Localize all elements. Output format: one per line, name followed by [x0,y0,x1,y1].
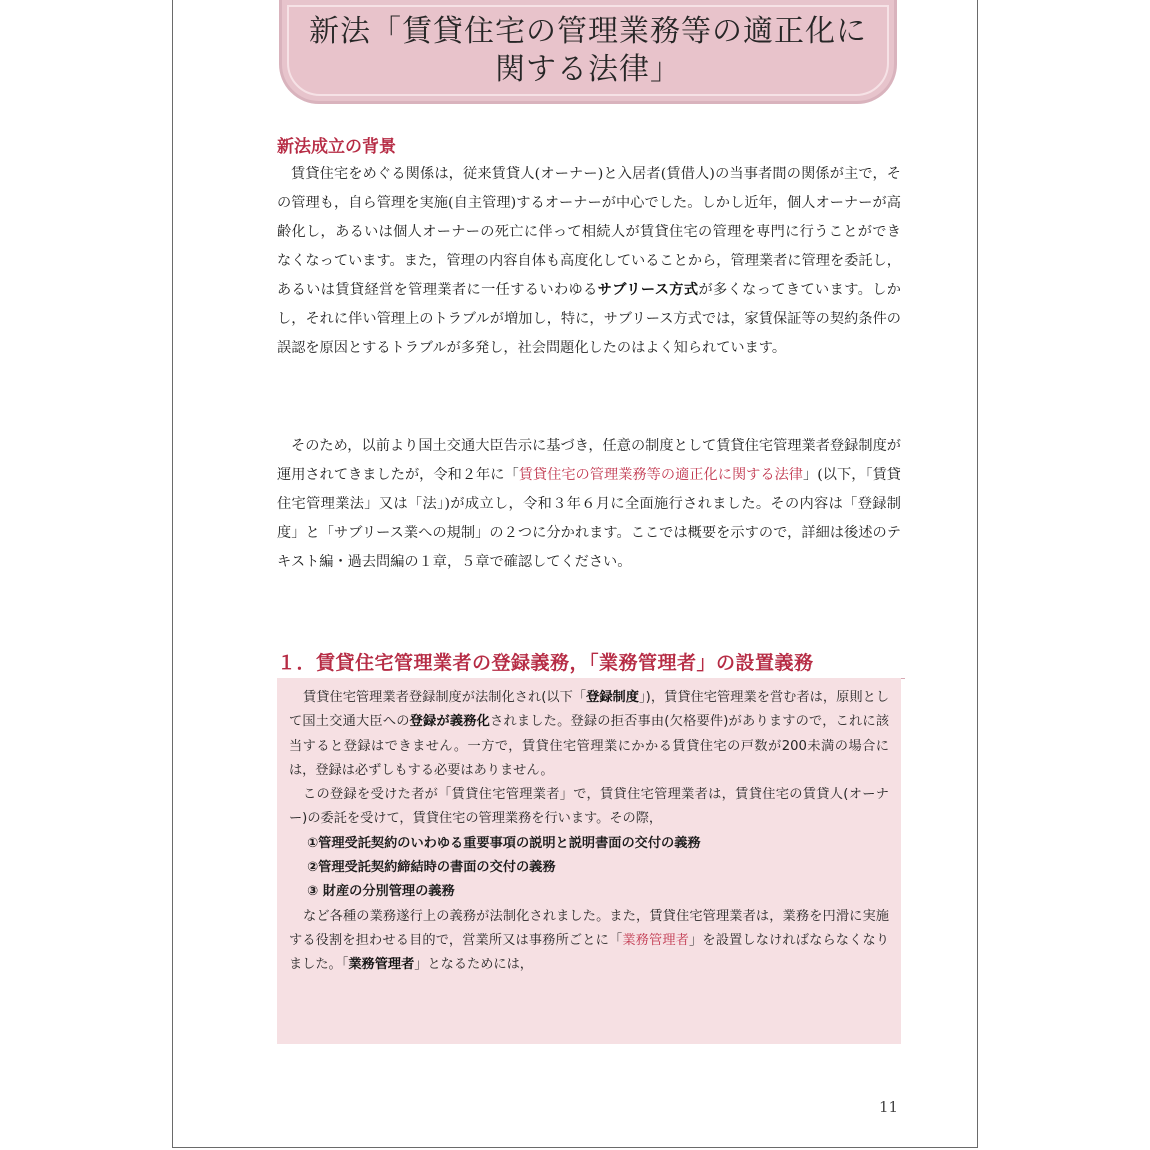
title-line-2: 関する法律」 [495,51,681,87]
page [172,0,978,1148]
section1-paragraph-2: この登録を受けた者が「賃貸住宅管理業者」で，賃貸住宅管理業者は，賃貸住宅の賃貸人(オーナー)の委託を受けて，賃貸住宅の管理業務を行います。その際， [289,787,889,827]
background-paragraph-2-text-c: 」(以下，「賃貸住宅管理業法」又は「法」)が成立し，令和３年６月に全面施行されました。その内容は「登録制度」と「サブリース業への規制」の２つに分かれます。ここでは概要を示すので，詳細は後述のテキスト編・過去問編の１章，５章で確認してください。 [277,467,901,570]
sublease-term: サブリース方式 [597,282,699,298]
background-heading: 新法成立の背景 [277,137,396,157]
section1-heading: １．賃貸住宅管理業者の登録義務，「業務管理者」の設置義務 [277,648,905,679]
section1-p1-text-e: されました。登録の拒否事由(欠格要件)がありますので，これに該当すると登録はできません。一方で，賃貸住宅管理業にかかる賃貸住宅の戸数が200未満の場合には，登録は必ずしもする必要はありません。 [289,714,890,778]
section1-p3-text-e: 」となるためには， [414,957,533,973]
section1-p1-text-c: 」)，賃貸住宅管理業を営む者は，原則として国土交通大臣への [289,690,890,730]
business-manager-term: 業務管理者 [348,957,415,973]
section1-paragraph-3 [289,905,889,978]
background-paragraph-1-text-a: 賃貸住宅をめぐる関係は，従来賃貸人(オーナー)と入居者(賃借人)の当事者間の関係が主で，その管理も，自ら管理を実施(自主管理)するオーナーが中心でした。しかし近年，個人オーナーが高齢化し，あるいは個人オーナーの死亡に伴って相続人が賃貸住宅の管理を専門に行うことができなくなっています。また，管理の内容自体も高度化していることから，管理業者に管理を委託し，あるいは賃貸経営を管理業者に一任するいわゆる [277,166,901,298]
background-paragraph-1-text-c: が多くなってきています。しかし，それに伴い管理上のトラブルが増加し，特に，サブリース方式では，家賃保証等の契約条件の誤認を原因とするトラブルが多発し，社会問題化したのはよく知られています。 [277,282,901,356]
title-line-1: 新法「賃貸住宅の管理業務等の適正化に [309,13,867,49]
title-banner-inner [287,5,889,96]
background-paragraph-2 [277,432,901,577]
section1-p3-text-a: など各種の業務遂行上の義務が法制化されました。また，賃貸住宅管理業者は，業務を円滑に実施する役割を担わせる目的で，営業所又は事務所ごとに「 [289,908,889,948]
registration-mandatory-term: 登録が義務化 [409,714,491,730]
duty-list-item-3: ③ 財産の分別管理の義務 [307,884,455,900]
page-number: 11 [879,1098,899,1116]
law-name-highlight: 賃貸住宅の管理業務等の適正化に関する法律 [518,467,804,483]
section1-p1-text-a: 賃貸住宅管理業者登録制度が法制化され(以下「 [303,690,587,705]
background-paragraph-2-text-a: そのため，以前より国土交通大臣告示に基づき，任意の制度として賃貸住宅管理業者登録制度が運用されてきましたが，令和２年に「 [277,438,901,483]
registration-system-term: 登録制度 [586,690,640,705]
business-manager-highlight: 業務管理者 [622,932,690,948]
title-banner [279,0,897,104]
section1-paragraph-1 [289,686,889,783]
section1-p3-text-c: 」を設置しなければならなくなりました。「 [289,932,890,973]
section1-box [277,678,901,1044]
duty-list-item-1: ①管理受託契約のいわゆる重要事項の説明と説明書面の交付の義務 [307,835,701,851]
background-paragraph-1 [277,160,901,363]
duty-list-item-2: ②管理受託契約締結時の書面の交付の義務 [307,860,556,876]
